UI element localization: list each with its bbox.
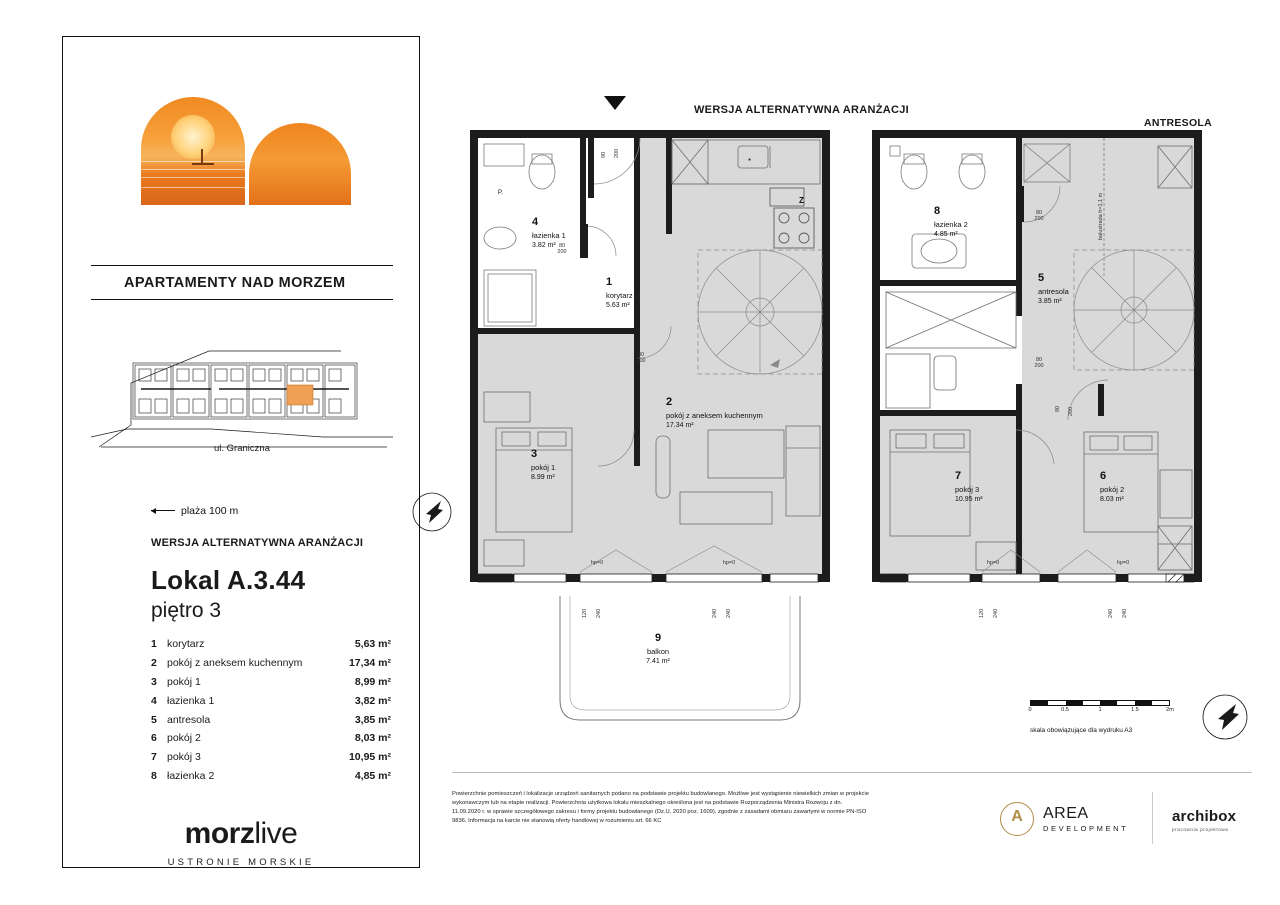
area-subtitle: DEVELOPMENT [1043,824,1129,833]
site-location-map [91,325,393,455]
table-row [151,729,391,748]
room-number: 1 [606,276,613,288]
room-area: 7.41 m² [646,658,670,666]
room-number: 3 [531,448,538,460]
balustrade-note: balustrada h=1,1 m [1098,192,1104,240]
window-dim-4: 240 [726,608,732,618]
room-number: 1 [151,638,157,651]
logo-arch-right [249,123,351,205]
morzlive-wordmark [63,817,419,851]
door-dim-4: 80 200 [1034,210,1044,223]
arrangement-version-note: WERSJA ALTERNATYWNA ARANŻACJI [151,537,364,549]
room-label-2 [666,396,763,431]
room-name: pokój 2 [1100,484,1125,494]
room-area: 8,03 m² [354,732,391,745]
north-arrow-icon [604,96,626,110]
room-area: 8.03 m² [1100,496,1124,504]
room-number: 6 [151,732,157,745]
plan-heading-alternative: WERSJA ALTERNATYWNA ARANŻACJI [694,104,910,116]
room-area: 17.34 m² [666,422,694,430]
morzlive-thin: live [254,817,298,850]
room-name: balkon [646,646,670,656]
room-area: 8.99 m² [531,474,555,482]
area-name: AREA [1043,805,1089,822]
morzlive-logo [63,817,419,868]
room-label-9 [640,632,676,667]
window-dim-3: 240 [712,608,718,618]
table-row [151,748,391,767]
table-row [151,691,391,710]
room-number: 9 [654,632,662,644]
door-dim-6a: 80 [1055,405,1061,412]
archibox-subtitle: pracownia projektowa [1172,827,1229,832]
table-row [151,766,391,785]
logo-divider [1152,792,1153,844]
archibox-name: archibox [1172,808,1237,825]
balcony-plan [556,596,804,728]
area-development-logo [1000,796,1128,842]
footer-disclaimer: Powierzchnie pomieszczeń i lokalizacje urządzeń sanitarnych podano na podstawie projektu budowlanego. Możliwe jest wystąpienie niewielkich zmian w projekcie wykonawczym lub na etapie realizacji. Powierzchnia użytkowa lokalu mieszkalnego określona jest na podstawie Rozporządzenia Ministra Rozwoju z dn. 11.09.2020 r. w sprawie szczegółowego zakresu i formy projektu budowlanego (Dz.U. 2020 poz. 1609), zgodnie z zasadami obmiaru zawartymi w normie PN-ISO 9836. Informacja na karcie nie stanowią oferty handlowej w rozumieniu art. 66 KC [452,791,869,824]
door-dim-5: 80 200 [1034,357,1044,370]
area-ring-icon [1000,802,1034,836]
room-name: antresola [167,713,211,726]
beach-distance-label: plaża 100 m [181,505,239,517]
window-dim-5: 120 [979,608,985,618]
window-mark-1: hp=0 [590,560,604,566]
compass-icon [407,487,457,537]
room-area: 8,99 m² [354,675,391,688]
room-name: pokój z aneksem kuchennym [666,410,763,420]
room-area: 10,95 m² [348,751,391,764]
highlighted-unit [287,385,313,405]
room-area: 3,85 m² [354,713,391,726]
room-area: 4.85 m² [934,231,958,239]
star-mark: * [748,157,752,166]
window-dim-1: 120 [582,608,588,618]
area-letter: A [1011,808,1023,825]
logo-sun [171,115,215,159]
room-number: 7 [151,751,157,764]
room-name: łazienka 1 [532,230,566,240]
door-dim-6b: 200 [1068,406,1074,416]
room-number: 2 [151,657,157,670]
room-name: antresola [1038,286,1069,296]
door-dim-1: 80 200 [557,243,567,256]
logo-arch-left [141,97,245,205]
apartamenty-logo [141,97,351,205]
table-row [151,635,391,654]
room-area: 4,85 m² [354,769,391,782]
door-dim-2: 90 [601,151,607,158]
plan-heading-mezzanine: ANTRESOLA [1144,117,1213,129]
table-row [151,710,391,729]
brand-title: APARTAMENTY NAD MORZEM [91,265,393,300]
room-area: 3.85 m² [1038,298,1062,306]
window-dim-7: 240 [1108,608,1114,618]
room-name: łazienka 1 [167,694,215,707]
room-name: pokój 3 [167,751,201,764]
room-name: łazienka 2 [167,769,215,782]
room-name: pokój z aneksem kuchennym [167,657,303,670]
room-number: 4 [151,694,157,707]
room-number: 5 [151,713,157,726]
footer-divider [452,772,1252,773]
window-mark-3: hp=0 [986,560,1000,566]
scale-caption: skala obowiązujące dla wydruku A3 [1030,727,1133,734]
room-number: 2 [666,396,673,408]
scale-bar [1028,700,1174,716]
unit-title: Lokal A.3.44 [151,565,306,595]
info-panel [62,36,420,868]
window-dim-6: 240 [993,608,999,618]
arrow-left-icon [151,510,175,511]
compass-icon-right [1196,688,1254,746]
room-name: korytarz [606,290,633,300]
beach-distance [151,505,238,517]
room-area: 10.95 m² [955,496,983,504]
door-dim-2b: 200 [614,148,620,158]
room-schedule-table [151,635,391,785]
street-label: ul. Graniczna [214,443,270,454]
room-area: 17,34 m² [348,657,391,670]
room-number: 8 [151,769,157,782]
archibox-logo [1172,808,1236,832]
floor-title: piętro 3 [151,599,222,622]
scale-bar-ticks: 0 0.5 1 1.5 2m [1028,707,1174,713]
room-area: 5,63 m² [354,638,391,651]
room-number: 5 [1038,272,1045,284]
window-mark-4: hp=0 [1116,560,1130,566]
room-number: 8 [934,205,941,217]
room-label-8 [934,205,968,240]
logo-surfer [201,149,203,163]
window-dim-2: 240 [596,608,602,618]
window-mark-2: hp=0 [722,560,736,566]
window-dim-8: 240 [1122,608,1128,618]
room-area: 3,82 m² [354,694,391,707]
room-number: 3 [151,675,157,688]
room-area: 3.82 m² [532,242,556,250]
room-area: 5.63 m² [606,302,630,310]
room-label-3 [531,448,555,483]
room-name: korytarz [167,638,205,651]
room-name: pokój 3 [955,484,980,494]
room-name: pokój 1 [167,675,201,688]
door-dim-3: 80 200 [636,352,646,365]
room-label-7 [955,470,983,505]
morzlive-subtitle: USTRONIE MORSKIE [167,857,315,868]
room-label-6 [1100,470,1124,505]
table-row [151,673,391,692]
room-number: 6 [1100,470,1107,482]
room-number: 7 [955,470,962,482]
room-name: pokój 1 [531,462,556,472]
morzlive-bold: morz [184,817,255,850]
room-label-1 [606,276,633,311]
table-row [151,654,391,673]
room-label-5 [1038,272,1069,307]
kitchen-z-mark: Z [799,196,804,205]
room-name: pokój 2 [167,732,201,745]
room-name: łazienka 2 [934,219,968,229]
p-mark: P. [498,190,503,196]
room-number: 4 [532,216,539,228]
